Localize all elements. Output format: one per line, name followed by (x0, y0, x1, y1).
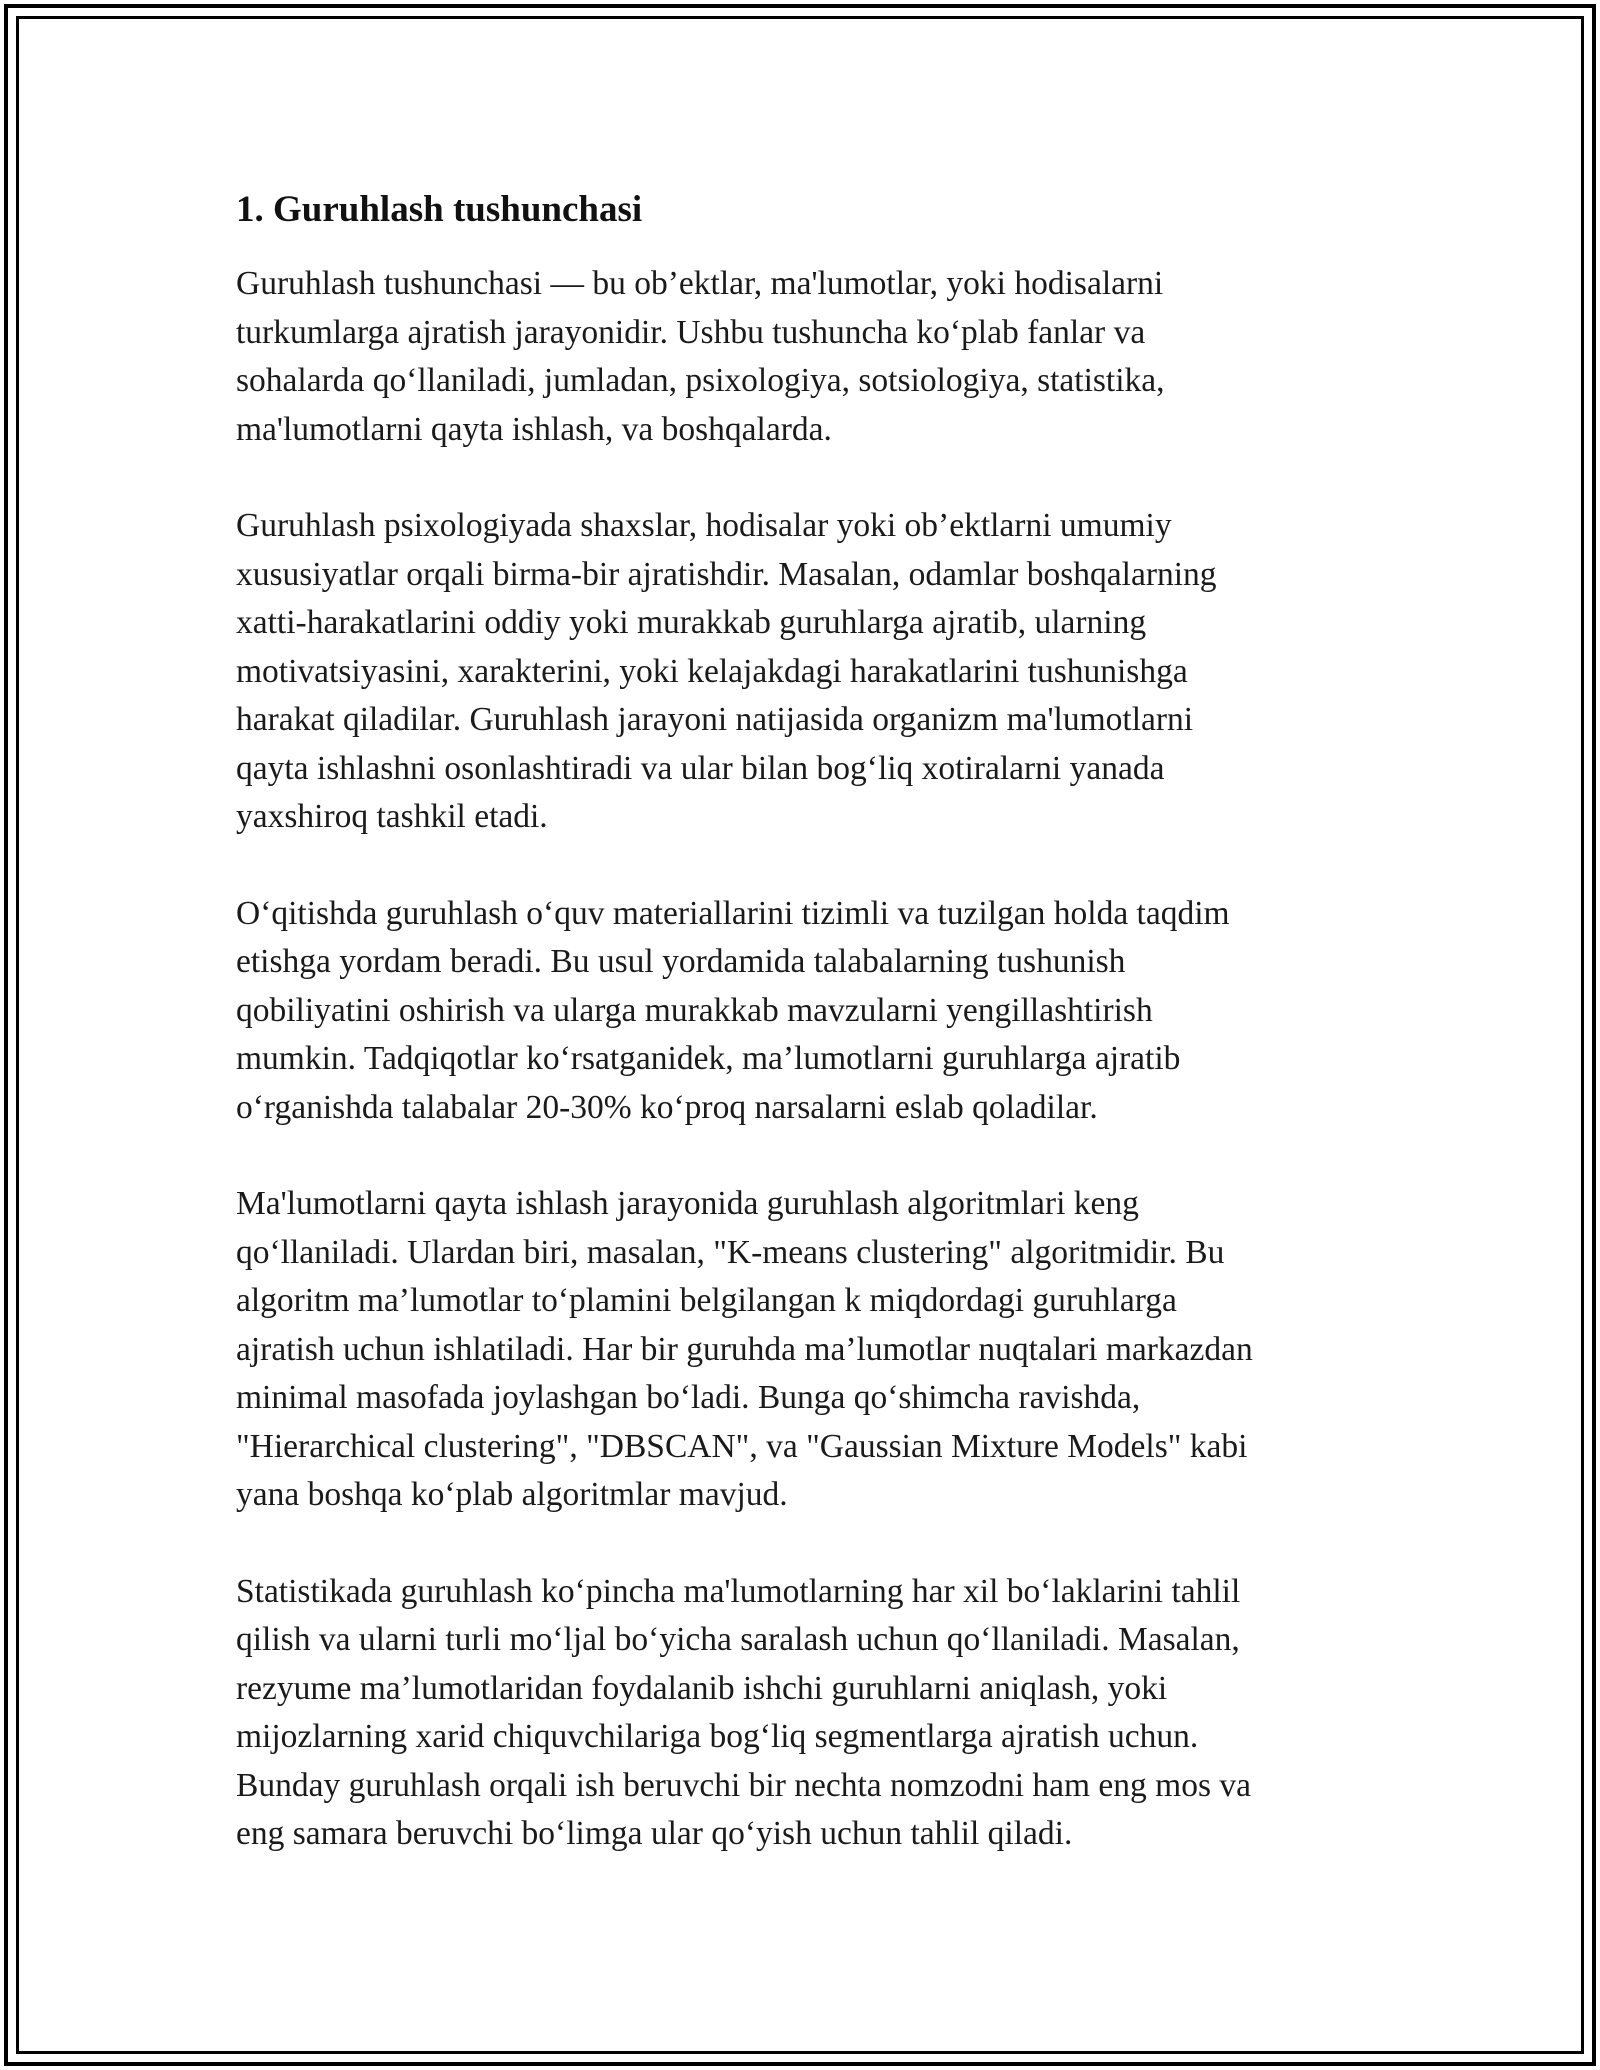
text-line: turkumlarga ajratish jarayonidir. Ushbu tushuncha ko‘plab fanlar va (236, 313, 1146, 351)
paragraph-data-processing (236, 1180, 1371, 1520)
text-line: qobiliyatini oshirish va ularga murakkab mavzularni yengillashtirish (236, 991, 1153, 1029)
text-line: xususiyatlar orqali birma-bir ajratishdir. Masalan, odamlar boshqalarning (236, 555, 1217, 593)
paragraph-definition (236, 260, 1371, 454)
paragraph-psychology (236, 502, 1371, 842)
paragraph-statistics (236, 1568, 1371, 1859)
paragraph-teaching (236, 890, 1371, 1133)
text-line: O‘qitishda guruhlash o‘quv materiallarini tizimli va tuzilgan holda taqdim (236, 894, 1230, 932)
text-line: Statistikada guruhlash ko‘pincha ma'lumotlarning har xil bo‘laklarini tahlil (236, 1572, 1241, 1610)
text-line: qayta ishlashni osonlashtiradi va ular bilan bog‘liq xotiralarni yanada (236, 749, 1165, 787)
text-line: eng samara beruvchi bo‘limga ular qo‘yish uchun tahlil qiladi. (236, 1815, 1073, 1852)
text-line: mumkin. Tadqiqotlar ko‘rsatganidek, ma’lumotlarni guruhlarga ajratib (236, 1040, 1181, 1077)
text-line: qo‘llaniladi. Ulardan biri, masalan, "K-means clustering" algoritmidir. Bu (236, 1233, 1225, 1271)
text-line: yana boshqa ko‘plab algoritmlar mavjud. (236, 1476, 788, 1513)
text-line: ma'lumotlarni qayta ishlash, va boshqalarda. (236, 410, 832, 448)
text-line: mijozlarning xarid chiquvchilariga bog‘liq segmentlarga ajratish uchun. (236, 1718, 1199, 1755)
text-line: Bunday guruhlash orqali ish beruvchi bir nechta nomzodni ham eng mos va (236, 1766, 1252, 1804)
text-line: yaxshiroq tashkil etadi. (236, 798, 548, 835)
text-line: minimal masofada joylashgan bo‘ladi. Bunga qo‘shimcha ravishda, (236, 1379, 1141, 1416)
text-line: Ma'lumotlarni qayta ishlash jarayonida guruhlash algoritmlari keng (236, 1185, 1139, 1222)
text-line: xatti-harakatlarini oddiy yoki murakkab guruhlarga ajratib, ularning (236, 604, 1147, 641)
text-line: motivatsiyasini, xarakterini, yoki kelajakdagi harakatlarini tushunishga (236, 652, 1188, 690)
text-line: rezyume ma’lumotlaridan foydalanib ishchi guruhlarni aniqlash, yoki (236, 1669, 1168, 1707)
text-line: Guruhlash psixologiyada shaxslar, hodisalar yoki ob’ektlarni umumiy (236, 507, 1172, 544)
text-line: Guruhlash tushunchasi — bu ob’ektlar, ma'lumotlar, yoki hodisalarni (236, 265, 1164, 302)
text-line: "Hierarchical clustering", "DBSCAN", va "Gaussian Mixture Models" kabi (236, 1427, 1248, 1465)
section-title: 1. Guruhlash tushunchasi (236, 189, 643, 230)
text-line: etishga yordam beradi. Bu usul yordamida talabalarning tushunish (236, 943, 1126, 980)
text-line: ajratish uchun ishlatiladi. Har bir guruhda ma’lumotlar nuqtalari markazdan (236, 1330, 1253, 1368)
document-body (236, 186, 1371, 1907)
text-line: o‘rganishda talabalar 20-30% ko‘proq narsalarni eslab qoladilar. (236, 1088, 1098, 1126)
text-line: qilish va ularni turli mo‘ljal bo‘yicha saralash uchun qo‘llaniladi. Masalan, (236, 1621, 1240, 1658)
text-line: harakat qiladilar. Guruhlash jarayoni natijasida organizm ma'lumotlarni (236, 701, 1194, 738)
text-line: sohalarda qo‘llaniladi, jumladan, psixologiya, sotsiologiya, statistika, (236, 362, 1165, 399)
text-line: algoritm ma’lumotlar to‘plamini belgilangan k miqdordagi guruhlarga (236, 1282, 1177, 1319)
